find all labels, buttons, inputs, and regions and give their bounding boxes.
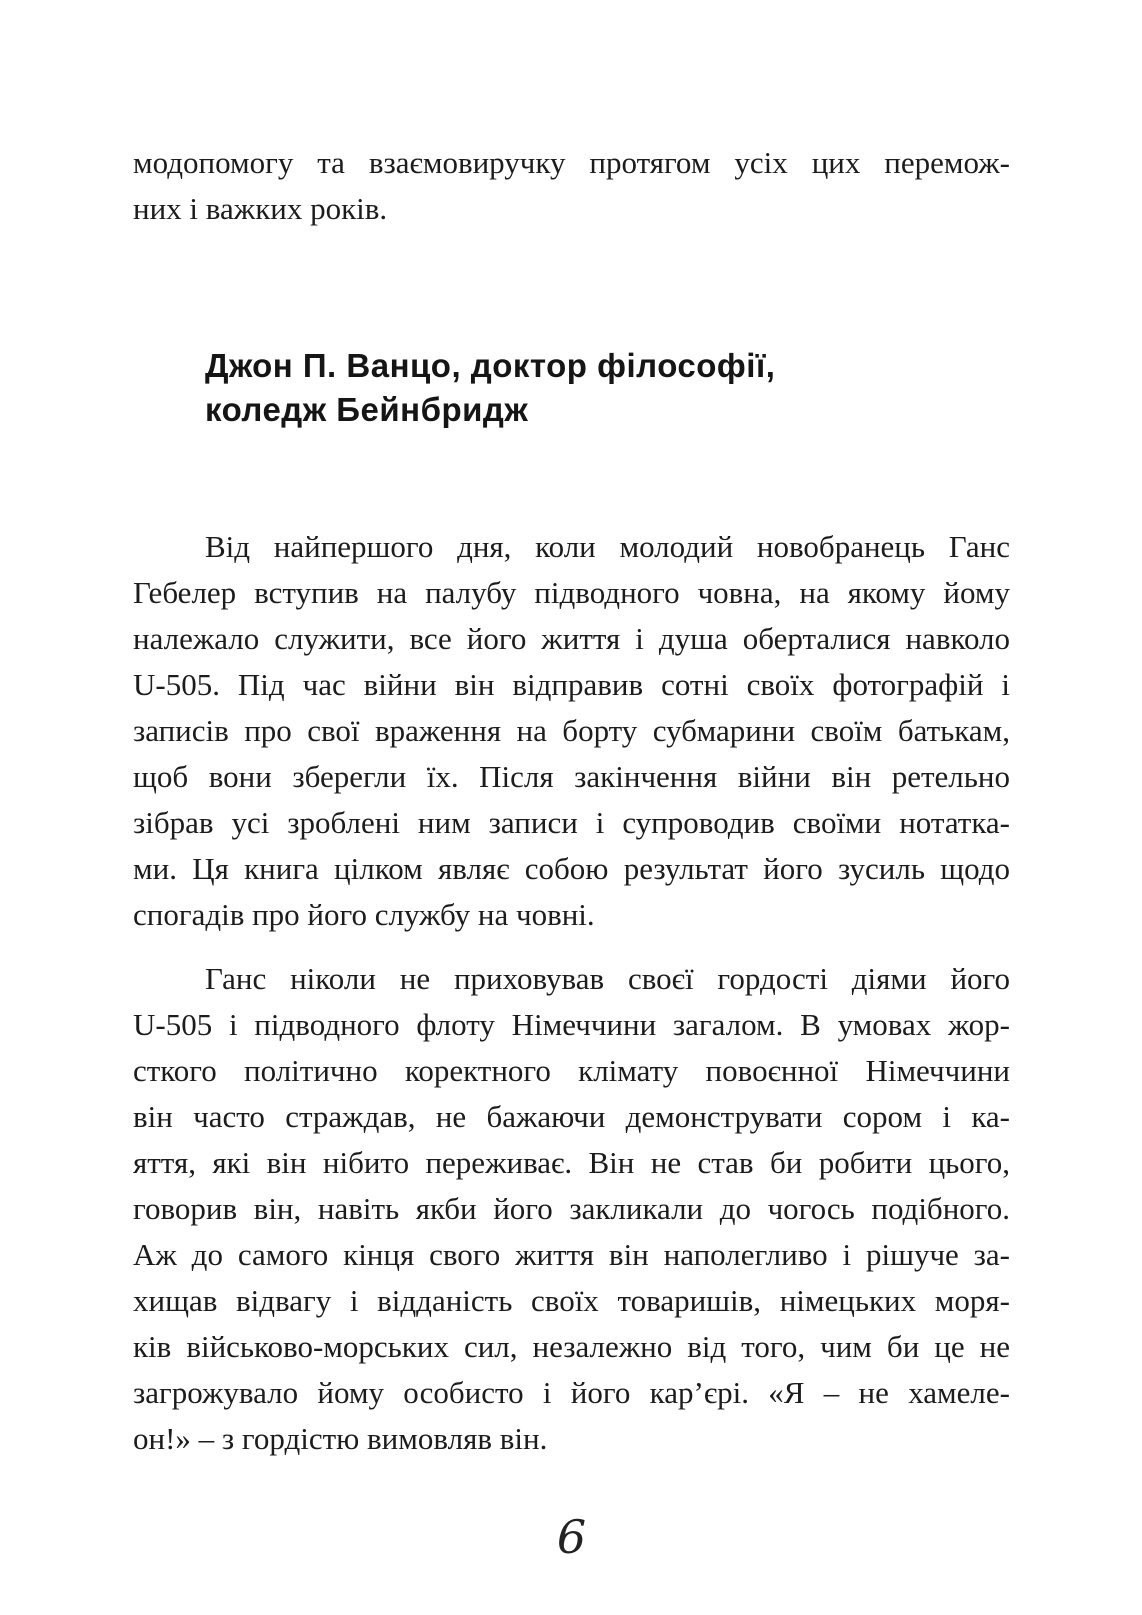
text-line: Ганс ніколи не приховував своєї гордості діями його — [205, 961, 1010, 996]
text-line: сткого політично коректного клімату повоєнної Німеччини — [133, 1053, 1010, 1088]
text-line: коледж Бейнбридж — [205, 391, 529, 428]
text-line: яття, які він нібито переживає. Він не став би робити цього, — [133, 1145, 1010, 1180]
text-line: загрожувало йому особисто і його кар’єрі. «Я – не хамеле- — [133, 1375, 1010, 1410]
text-line: зібрав усі зроблені ним записи і супроводив своїми нотатка- — [133, 805, 1010, 840]
continuation-paragraph — [133, 140, 1010, 232]
body-paragraph — [133, 524, 1010, 938]
page-number: 6 — [556, 1510, 587, 1564]
text-line: належало служити, все його життя і душа оберталися навколо — [133, 621, 1010, 656]
text-line: хищав відвагу і відданість своїх товаришів, німецьких моря- — [133, 1283, 1010, 1318]
text-line: модопомогу та взаємовиручку протягом усіх цих перемож- — [133, 145, 1010, 180]
text-line: він часто страждав, не бажаючи демонструвати сором і ка- — [133, 1099, 1010, 1134]
text-line: ми. Ця книга цілком являє собою результат його зусиль щодо — [133, 851, 1010, 886]
text-line: Від найпершого дня, коли молодий новобранець Ганс — [205, 529, 1010, 564]
text-line: Джон П. Ванцо, доктор філософії, — [205, 347, 776, 384]
text-line: U-505. Під час війни він відправив сотні своїх фотографій і — [133, 667, 1010, 702]
text-line: записів про свої враження на борту субмарини своїм батькам, — [133, 713, 1010, 748]
text-line: говорив він, навіть якби його закликали до чогось подібного. — [133, 1191, 1010, 1226]
text-line: Аж до самого кінця свого життя він наполегливо і рішуче за- — [133, 1237, 1010, 1272]
text-line: спогадів про його службу на човні. — [133, 897, 595, 932]
text-line: он!» – з гордістю вимовляв він. — [133, 1421, 548, 1456]
text-line: щоб вони зберегли їх. Після закінчення війни він ретельно — [133, 759, 1010, 794]
text-line: них і важких років. — [133, 191, 388, 226]
text-line: U-505 і підводного флоту Німеччини загалом. В умовах жор- — [133, 1007, 1010, 1042]
text-line: ків військово-морських сил, незалежно від того, чим би це не — [133, 1329, 1010, 1364]
text-line: Гебелер вступив на палубу підводного човна, на якому йому — [133, 575, 1010, 610]
section-heading — [133, 344, 1010, 432]
body-paragraph — [133, 956, 1010, 1462]
body-paragraphs — [133, 524, 1010, 1462]
